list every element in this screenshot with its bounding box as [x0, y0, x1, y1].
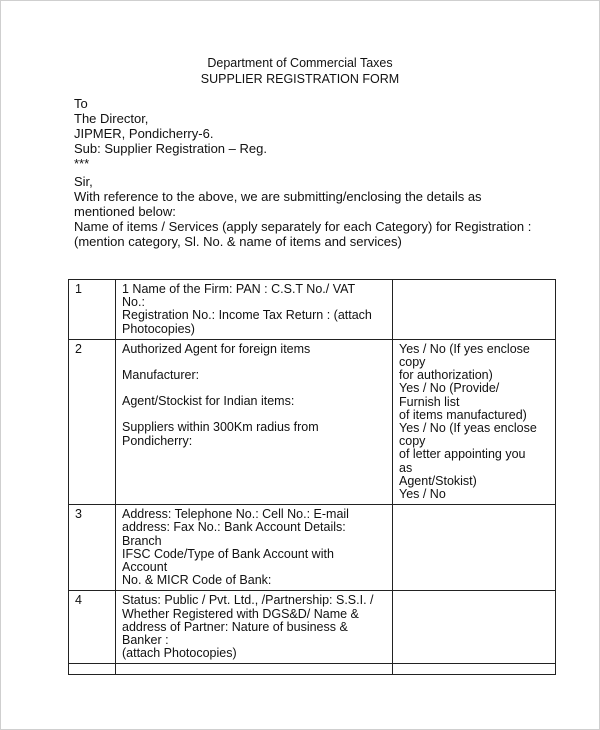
- note-line: Yes / No (If yes enclose: [399, 341, 530, 356]
- detail-line: Pondicherry:: [122, 433, 193, 448]
- subject-line: Sub: Supplier Registration – Reg.: [74, 141, 267, 156]
- letter-body: [74, 174, 531, 249]
- note-line: as: [399, 460, 413, 475]
- address-director: The Director,: [74, 111, 149, 126]
- table-row: [69, 280, 556, 340]
- letter-line-1: With reference to the above, we are submitting/enclosing the details as: [74, 189, 482, 204]
- detail-line: Account: [122, 560, 168, 575]
- empty-cell: [393, 664, 556, 675]
- detail-paragraph: [122, 395, 386, 408]
- detail-line: Whether Registered with DGS&D/ Name &: [122, 606, 359, 621]
- detail-paragraph: [122, 283, 386, 336]
- table-row-empty: [69, 664, 556, 675]
- detail-line: No.:: [122, 295, 145, 310]
- detail-paragraph: [122, 508, 386, 587]
- salutation: Sir,: [74, 174, 93, 189]
- note-line: Agent/Stokist): [399, 473, 477, 488]
- form-header: [0, 55, 600, 87]
- detail-line: Manufacturer:: [122, 368, 200, 383]
- detail-line: 1 Name of the Firm: PAN : C.S.T No./ VAT: [122, 282, 356, 296]
- row-number: 3: [69, 505, 116, 591]
- empty-cell: [69, 664, 116, 675]
- registration-table: [68, 279, 556, 675]
- note-line: for authorization): [399, 368, 493, 383]
- row-details: [116, 339, 393, 504]
- empty-cell: [116, 664, 393, 675]
- row-notes: [393, 591, 556, 664]
- detail-line: IFSC Code/Type of Bank Account with: [122, 546, 334, 561]
- row-notes: [393, 505, 556, 591]
- row-number: 4: [69, 591, 116, 664]
- subject-stars: ***: [74, 156, 90, 171]
- detail-line: Agent/Stockist for Indian items:: [122, 394, 295, 409]
- table-row: [69, 591, 556, 664]
- detail-line: No. & MICR Code of Bank:: [122, 573, 272, 588]
- address-org: JIPMER, Pondicherry-6.: [74, 126, 214, 141]
- note-line: of letter appointing you: [399, 447, 526, 462]
- detail-paragraph: [122, 343, 386, 356]
- table-row: [69, 339, 556, 504]
- detail-paragraph: [122, 421, 386, 447]
- letter-line-3: Name of items / Services (apply separately for each Category) for Registration :: [74, 219, 532, 234]
- detail-line: Address: Telephone No.: Cell No.: E-mail: [122, 507, 349, 522]
- row-number: 1: [69, 280, 116, 340]
- detail-paragraph: [122, 594, 386, 660]
- detail-line: Suppliers within 300Km radius from: [122, 420, 319, 435]
- note-line: Furnish list: [399, 394, 460, 409]
- letter-line-4: (mention category, Sl. No. & name of items and services): [74, 234, 402, 249]
- detail-paragraph: [122, 369, 386, 382]
- row-number: 2: [69, 339, 116, 504]
- detail-line: Banker :: [122, 633, 169, 648]
- detail-line: address of Partner: Nature of business &: [122, 619, 348, 634]
- address-block: [74, 96, 267, 171]
- detail-line: Authorized Agent for foreign items: [122, 341, 311, 356]
- row-details: [116, 505, 393, 591]
- row-details: [116, 591, 393, 664]
- detail-line: (attach Photocopies): [122, 646, 237, 661]
- letter-line-2: mentioned below:: [74, 204, 176, 219]
- note-line: Yes / No (Provide/: [399, 381, 500, 396]
- table-row: [69, 505, 556, 591]
- note-line: of items manufactured): [399, 407, 527, 422]
- detail-line: Status: Public / Pvt. Ltd., /Partnership: S.S.I. /: [122, 593, 374, 608]
- note-line: Yes / No: [399, 487, 446, 502]
- row-notes: [393, 280, 556, 340]
- detail-line: address: Fax No.: Bank Account Details:: [122, 520, 346, 535]
- detail-line: Registration No.: Income Tax Return : (attach: [122, 308, 372, 323]
- form-title: SUPPLIER REGISTRATION FORM: [200, 72, 400, 86]
- note-line: Yes / No (If yeas enclose: [399, 421, 537, 436]
- address-to: To: [74, 96, 88, 111]
- note-line: copy: [399, 355, 426, 370]
- row-notes: [393, 339, 556, 504]
- note-line: copy: [399, 434, 426, 449]
- row-details: [116, 280, 393, 340]
- detail-line: Branch: [122, 533, 162, 548]
- detail-line: Photocopies): [122, 321, 195, 336]
- department-title: Department of Commercial Taxes: [207, 56, 393, 70]
